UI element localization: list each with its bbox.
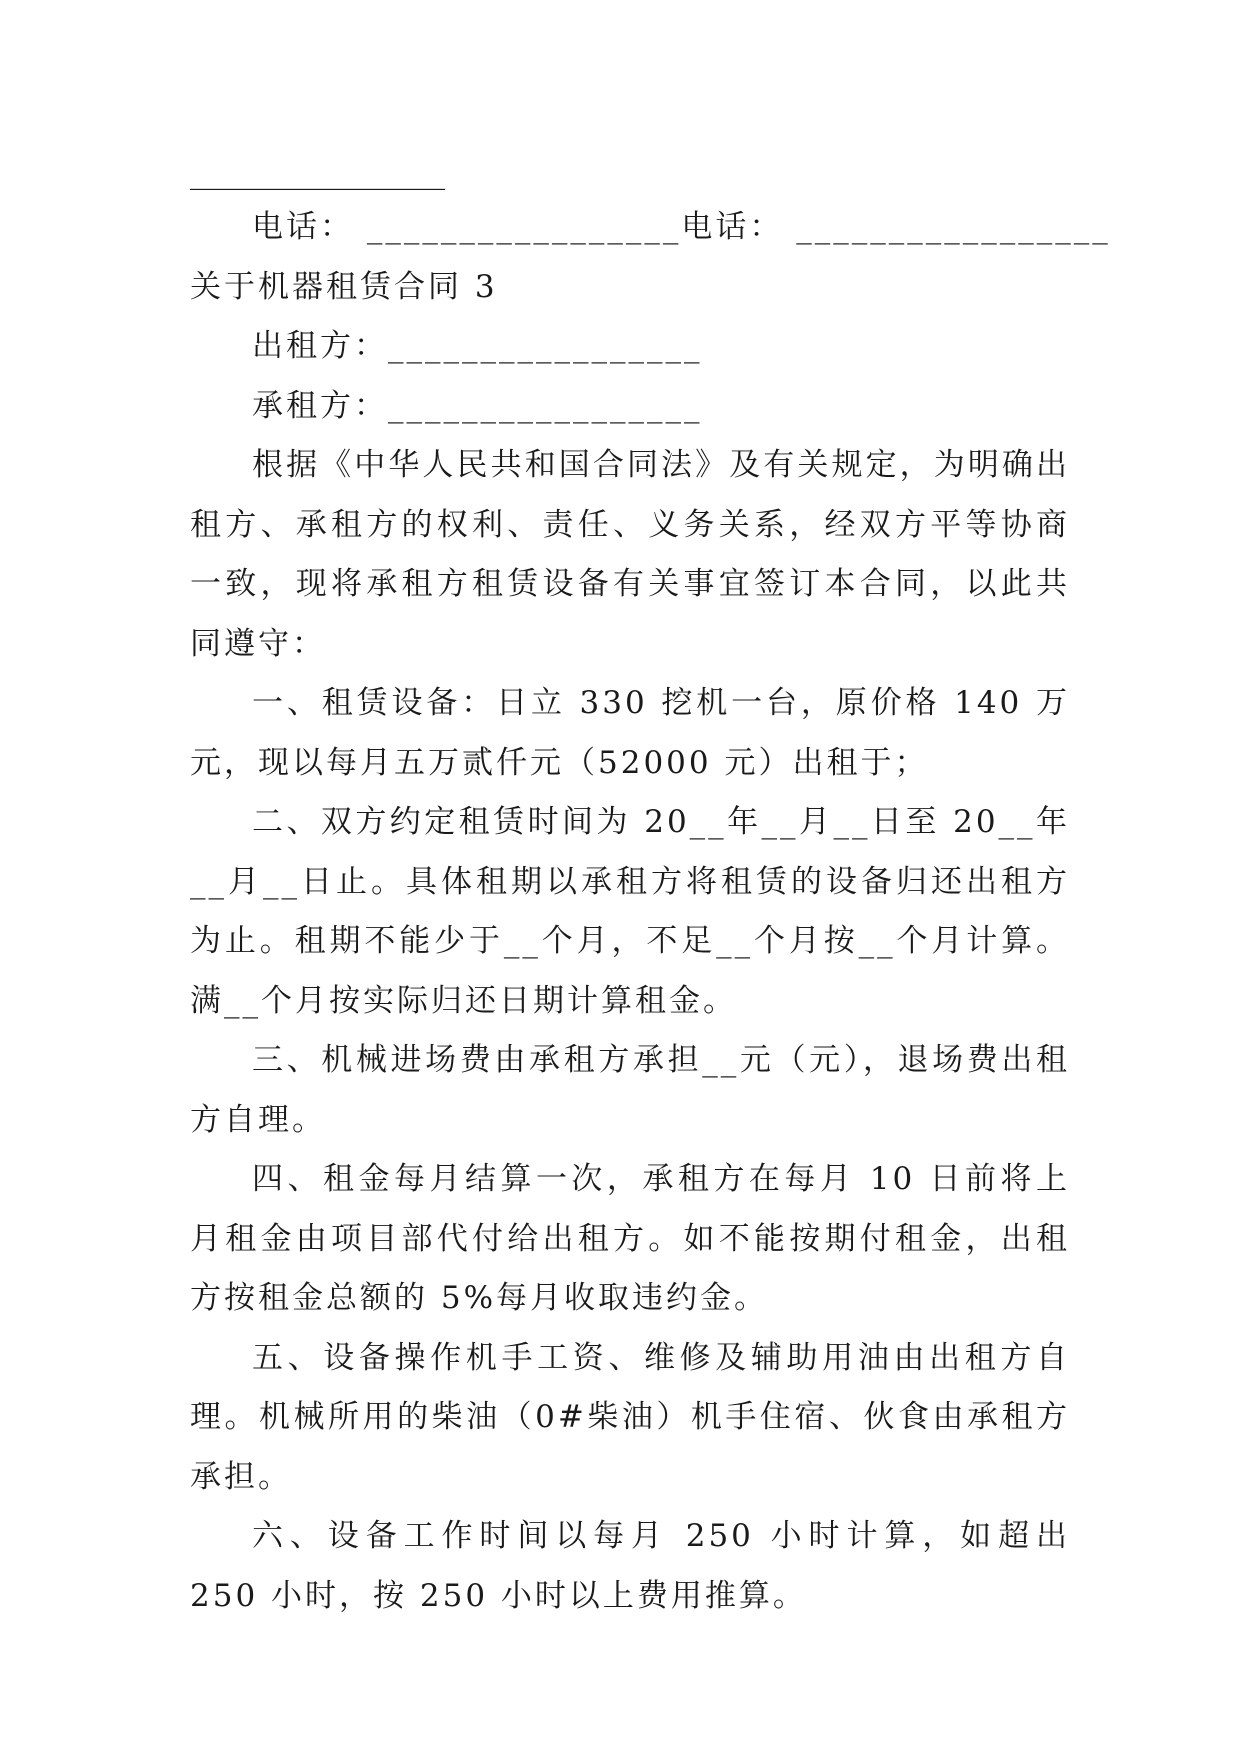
document-page bbox=[190, 150, 1111, 1626]
paragraph-clause-4: 四、租金每月结算一次，承租方在每月 10 日前将上月租金由项目部代付给出租方。如不能按期付租金，出租方按租金总额的 5%每月收取违约金。 bbox=[190, 1161, 1070, 1316]
lessor-line: 出租方：_________________ bbox=[252, 328, 703, 364]
paragraph-preamble: 根据《中华人民共和国合同法》及有关规定，为明确出租方、承租方的权利、责任、义务关系，经双方平等协商一致，现将承租方租赁设备有关事宜签订本合同，以此共同遵守： bbox=[190, 447, 1070, 662]
contract-title: 关于机器租赁合同 3 bbox=[190, 268, 498, 305]
paragraph-clause-5: 五、设备操作机手工资、维修及辅助用油由出租方自理。机械所用的柴油（0#柴油）机手住宿、伙食由承租方承担。 bbox=[190, 1339, 1070, 1495]
paragraph-clause-6: 六、设备工作时间以每月 250 小时计算，如超出 250 小时，按 250 小时以上费用推算。 bbox=[190, 1518, 1070, 1614]
lessee-line: 承租方：_________________ bbox=[252, 387, 703, 424]
signature-blank-line: _________________ bbox=[190, 156, 445, 191]
paragraph-clause-3: 三、机械进场费由承租方承担__元（元），退场费出租方自理。 bbox=[190, 1042, 1070, 1138]
paragraph-clause-2: 二、双方约定租赁时间为 20__年__月__日至 20__年__月__日止。具体租期以承租方将租赁的设备归还出租方为止。租期不能少于__个月，不足__个月按__个月计算。满__个月按实际归还日期计算租金。 bbox=[190, 804, 1070, 1019]
paragraph-clause-1: 一、租赁设备：日立 330 挖机一台，原价格 140 万元，现以每月五万贰仟元（52000 元）出租于； bbox=[190, 685, 1070, 781]
phone-line: 电话： _________________电话： _________________ bbox=[252, 209, 1111, 245]
